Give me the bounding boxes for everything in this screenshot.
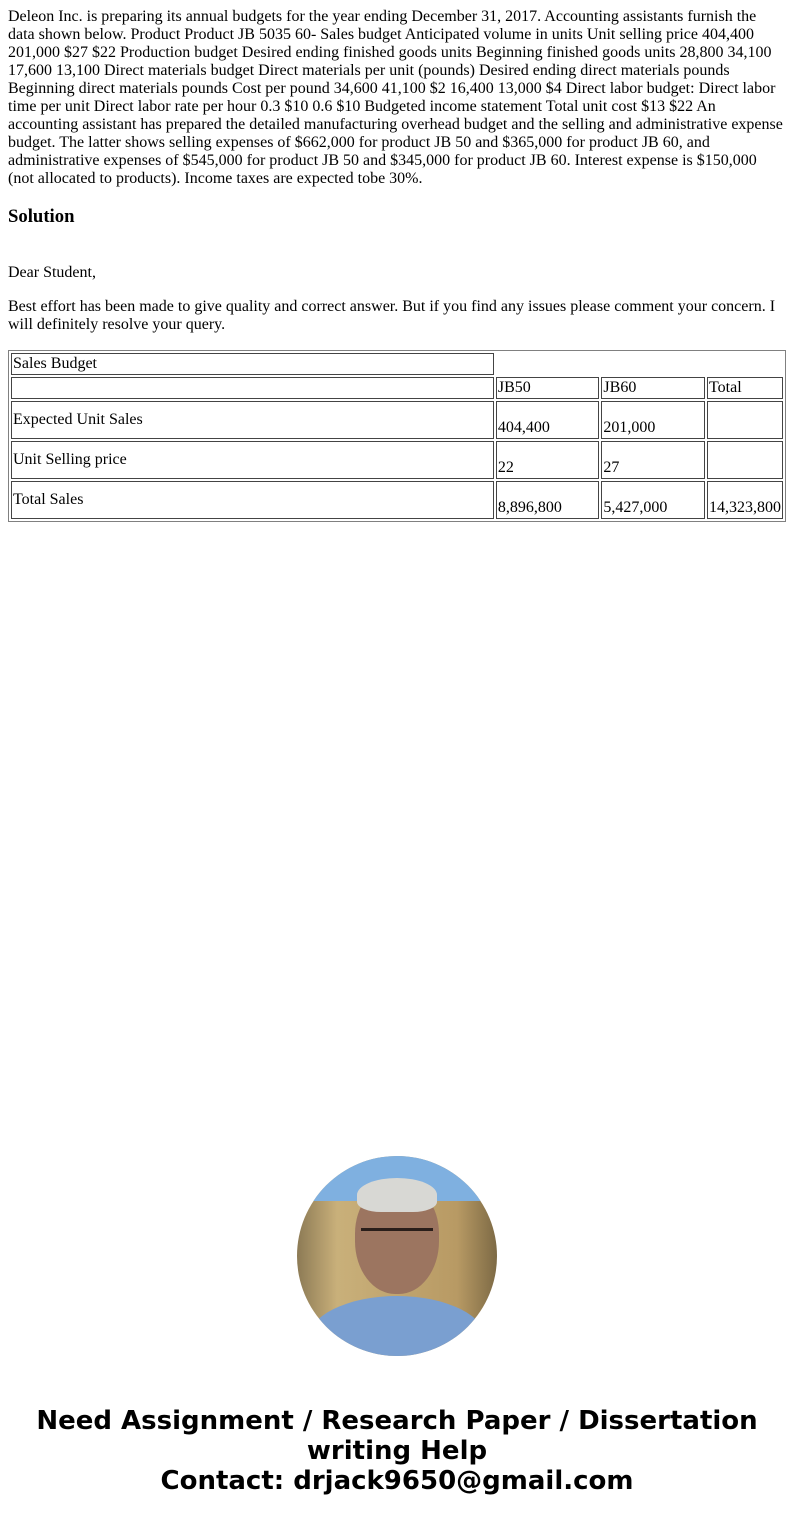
solution-heading: Solution <box>8 206 75 227</box>
footer-contact-email: Contact: drjack9650@gmail.com <box>160 1466 634 1496</box>
cell-jb60: 201,000 <box>601 401 705 439</box>
table-row <box>11 441 783 479</box>
cell-jb50: 404,400 <box>496 401 600 439</box>
sales-budget-table <box>8 350 786 522</box>
cell-total <box>707 401 783 439</box>
table-title: Sales Budget <box>11 353 494 375</box>
greeting: Dear Student, <box>8 264 96 281</box>
header-cell <box>11 377 494 399</box>
row-label: Expected Unit Sales <box>11 401 494 439</box>
author-photo <box>297 1156 497 1356</box>
note: Best effort has been made to give quality and correct answer. But if you find any issues please comment your concern. I will definitely resolve your query. <box>8 298 776 333</box>
cell-jb60: 27 <box>601 441 705 479</box>
header-cell: JB50 <box>496 377 600 399</box>
cell-jb60: 5,427,000 <box>601 481 705 519</box>
row-label: Total Sales <box>11 481 494 519</box>
table-row <box>11 481 783 519</box>
table-row <box>11 401 783 439</box>
header-cell: Total <box>707 377 783 399</box>
table-header-row <box>11 377 783 399</box>
cell-jb50: 22 <box>496 441 600 479</box>
header-cell: JB60 <box>601 377 705 399</box>
table-title-row <box>11 353 783 375</box>
contact-footer <box>8 1406 786 1496</box>
row-label: Unit Selling price <box>11 441 494 479</box>
cell-total <box>707 441 783 479</box>
question-text: Deleon Inc. is preparing its annual budgets for the year ending December 31, 2017. Accounting assistants furnish the data shown below. Product Product JB 5035 60- Sales budget Anticipated volume in units Unit selling price 404,400 201,000 $27 $22 Production budget Desired ending finished goods units Beginning finished goods units 28,800 34,100 17,600 13,100 Direct materials budget Direct materials per unit (pounds) Desired ending direct materials pounds Beginning direct materials pounds Cost per pound 34,600 41,100 $2 16,400 13,000 $4 Direct labor budget: Direct labor time per unit Direct labor rate per hour 0.3 $10 0.6 $10 Budgeted income statement Total unit cost $13 $22 An accounting assistant has prepared the detailed manufacturing overhead budget and the selling and administrative expense budget. The latter shows selling expenses of $662,000 for product JB 50 and $365,000 for product JB 60, and administrative expenses of $545,000 for product JB 50 and $345,000 for product JB 60. Interest expense is $150,000 (not allocated to products). Income taxes are expected tobe 30%. <box>8 8 783 187</box>
cell-jb50: 8,896,800 <box>496 481 600 519</box>
glasses <box>361 1228 433 1249</box>
footer-help-text: Need Assignment / Research Paper / Dissertation writing Help <box>36 1406 758 1466</box>
cell-total: 14,323,800 <box>707 481 783 519</box>
